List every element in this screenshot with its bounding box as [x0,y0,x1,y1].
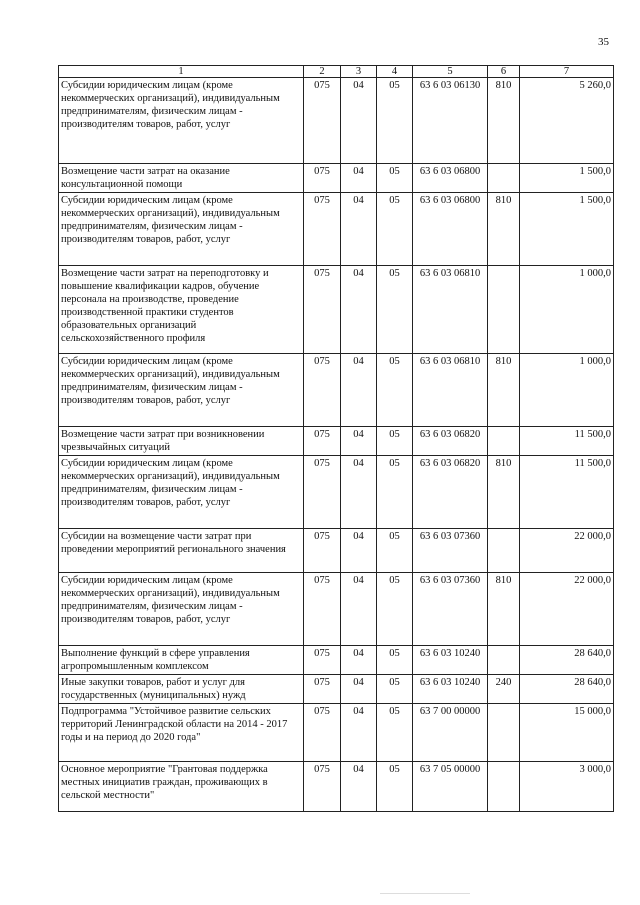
cell-amount: 3 000,0 [520,762,614,812]
table-row [59,354,614,427]
cell-admin-code: 075 [304,78,341,164]
cell-subsection: 05 [377,456,413,529]
cell-amount: 1 500,0 [520,193,614,266]
col-header-6: 6 [488,66,520,78]
cell-expense-type [488,529,520,573]
table-row [59,193,614,266]
cell-amount: 15 000,0 [520,704,614,762]
cell-subsection: 05 [377,164,413,193]
cell-target-article: 63 6 03 06800 [413,164,488,193]
cell-expense-type [488,762,520,812]
cell-expense-type: 240 [488,675,520,704]
cell-amount: 1 000,0 [520,354,614,427]
cell-admin-code: 075 [304,427,341,456]
cell-admin-code: 075 [304,762,341,812]
cell-section: 04 [341,427,377,456]
col-header-2: 2 [304,66,341,78]
cell-target-article: 63 6 03 06800 [413,193,488,266]
cell-target-article: 63 7 00 00000 [413,704,488,762]
cell-subsection: 05 [377,193,413,266]
cell-name: Субсидии юридическим лицам (кроме некоммерческих организаций), индивидуальным предпринимателям, физическим лицам - производителям товаров, работ, услуг [59,456,304,529]
cell-name: Субсидии юридическим лицам (кроме некоммерческих организаций), индивидуальным предпринимателям, физическим лицам - производителям товаров, работ, услуг [59,78,304,164]
col-header-1: 1 [59,66,304,78]
cell-amount: 1 000,0 [520,266,614,354]
cell-section: 04 [341,266,377,354]
cell-name: Подпрограмма "Устойчивое развитие сельских территорий Ленинградской области на 2014 - 2017 годы и на период до 2020 года" [59,704,304,762]
cell-section: 04 [341,573,377,646]
table-row [59,529,614,573]
cell-amount: 5 260,0 [520,78,614,164]
cell-admin-code: 075 [304,646,341,675]
cell-expense-type [488,164,520,193]
table-row [59,646,614,675]
cell-section: 04 [341,675,377,704]
cell-expense-type: 810 [488,354,520,427]
col-header-7: 7 [520,66,614,78]
cell-amount: 11 500,0 [520,456,614,529]
cell-name: Субсидии на возмещение части затрат при проведении мероприятий регионального значения [59,529,304,573]
table-row [59,456,614,529]
cell-admin-code: 075 [304,266,341,354]
cell-name: Субсидии юридическим лицам (кроме некоммерческих организаций), индивидуальным предпринимателям, физическим лицам - производителям товаров, работ, услуг [59,573,304,646]
cell-target-article: 63 6 03 07360 [413,573,488,646]
col-header-4: 4 [377,66,413,78]
cell-subsection: 05 [377,427,413,456]
table-row [59,266,614,354]
cell-name: Основное мероприятие "Грантовая поддержка местных инициатив граждан, проживающих в сельской местности" [59,762,304,812]
cell-target-article: 63 6 03 10240 [413,675,488,704]
cell-name: Субсидии юридическим лицам (кроме некоммерческих организаций), индивидуальным предпринимателям, физическим лицам - производителям товаров, работ, услуг [59,354,304,427]
cell-admin-code: 075 [304,354,341,427]
cell-name: Возмещение части затрат на оказание консультационной помощи [59,164,304,193]
cell-section: 04 [341,78,377,164]
cell-subsection: 05 [377,529,413,573]
cell-section: 04 [341,354,377,427]
cell-target-article: 63 6 03 06130 [413,78,488,164]
cell-target-article: 63 7 05 00000 [413,762,488,812]
cell-amount: 1 500,0 [520,164,614,193]
cell-admin-code: 075 [304,456,341,529]
cell-amount: 22 000,0 [520,573,614,646]
cell-section: 04 [341,456,377,529]
cell-section: 04 [341,762,377,812]
cell-target-article: 63 6 03 06810 [413,266,488,354]
cell-name: Выполнение функций в сфере управления агропромышленным комплексом [59,646,304,675]
cell-admin-code: 075 [304,164,341,193]
cell-target-article: 63 6 03 10240 [413,646,488,675]
table-row [59,675,614,704]
cell-name: Иные закупки товаров, работ и услуг для государственных (муниципальных) нужд [59,675,304,704]
cell-expense-type: 810 [488,78,520,164]
cell-amount: 22 000,0 [520,529,614,573]
cell-expense-type [488,266,520,354]
cell-amount: 11 500,0 [520,427,614,456]
cell-expense-type [488,704,520,762]
table-row [59,762,614,812]
cell-admin-code: 075 [304,704,341,762]
cell-subsection: 05 [377,78,413,164]
cell-admin-code: 075 [304,193,341,266]
table-row [59,573,614,646]
table-row [59,164,614,193]
col-header-5: 5 [413,66,488,78]
cell-expense-type: 810 [488,456,520,529]
cell-name: Субсидии юридическим лицам (кроме некоммерческих организаций), индивидуальным предпринимателям, физическим лицам - производителям товаров, работ, услуг [59,193,304,266]
cell-target-article: 63 6 03 06820 [413,456,488,529]
cell-admin-code: 075 [304,529,341,573]
cell-section: 04 [341,529,377,573]
cell-admin-code: 075 [304,573,341,646]
cell-amount: 28 640,0 [520,646,614,675]
scan-artifact-line [380,893,470,894]
col-header-3: 3 [341,66,377,78]
table-row [59,427,614,456]
cell-section: 04 [341,164,377,193]
cell-section: 04 [341,193,377,266]
cell-subsection: 05 [377,675,413,704]
cell-target-article: 63 6 03 07360 [413,529,488,573]
cell-section: 04 [341,704,377,762]
cell-subsection: 05 [377,704,413,762]
budget-table [58,65,614,812]
cell-expense-type: 810 [488,193,520,266]
cell-admin-code: 075 [304,675,341,704]
cell-subsection: 05 [377,573,413,646]
table-row [59,78,614,164]
cell-subsection: 05 [377,354,413,427]
cell-subsection: 05 [377,266,413,354]
cell-name: Возмещение части затрат при возникновении чрезвычайных ситуаций [59,427,304,456]
cell-expense-type [488,427,520,456]
cell-subsection: 05 [377,762,413,812]
cell-target-article: 63 6 03 06820 [413,427,488,456]
cell-subsection: 05 [377,646,413,675]
header-row [59,66,614,78]
table-row [59,704,614,762]
cell-target-article: 63 6 03 06810 [413,354,488,427]
cell-section: 04 [341,646,377,675]
cell-expense-type [488,646,520,675]
cell-expense-type: 810 [488,573,520,646]
cell-name: Возмещение части затрат на переподготовку и повышение квалификации кадров, обучение персонала на производстве, проведение производственной практики студентов образовательных организаций сельскохозяйственного профиля [59,266,304,354]
cell-amount: 28 640,0 [520,675,614,704]
page-number: 35 [598,36,609,48]
